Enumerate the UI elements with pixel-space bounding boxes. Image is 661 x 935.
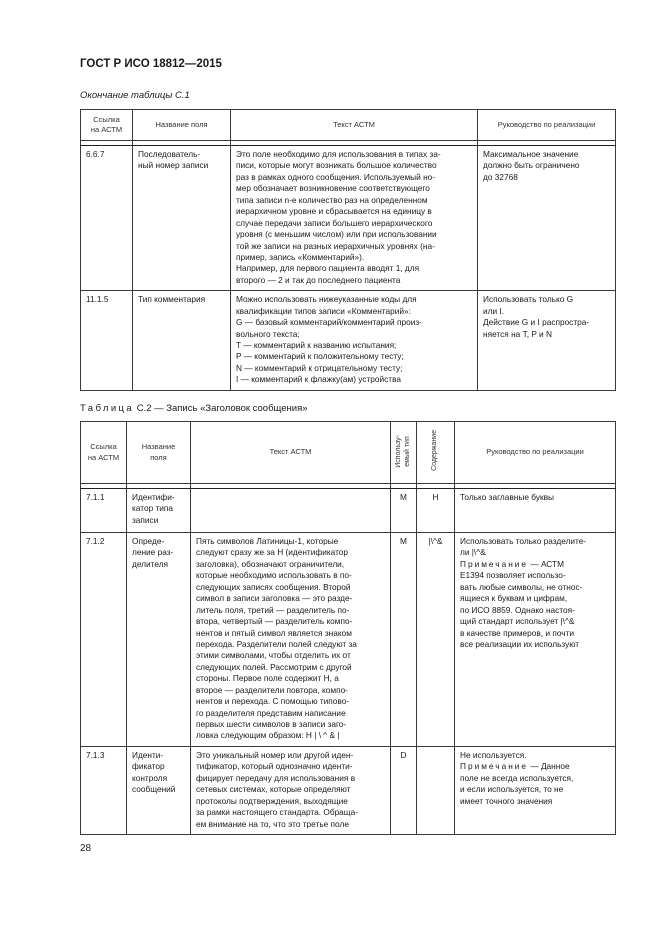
cell-text-line: Е1394 позволяет использо- — [460, 570, 566, 581]
row-type: M — [391, 533, 417, 747]
row-guide — [455, 533, 616, 747]
row-content: |\^& — [417, 533, 455, 747]
cell-text-line: P — комментарий к положительному тесту; — [236, 351, 404, 362]
cell-text-line: Это поле необходимо для использования в типах за- — [236, 149, 441, 159]
table2-caption-rest: С.2 — Запись «Заголовок сообщения» — [136, 403, 308, 414]
row-text — [191, 746, 391, 834]
cell-text-line: Пять символов Латиницы-1, которые — [196, 536, 339, 546]
cell-text-line: или I. — [483, 305, 505, 316]
table-row — [81, 291, 616, 391]
cell-text-line: Это уникальный номер или другой иден- — [196, 749, 354, 760]
cell-text-line: до 32768 — [483, 171, 518, 182]
cell-text-line: первых шести символов в записи заго- — [196, 719, 347, 729]
col-header-guide: Руководство по реализации — [478, 110, 616, 141]
cell-text-line: литель поля, третий — разделитель по- — [196, 604, 350, 615]
cell-text-line: Например, для первого пациента вводят 1, для — [236, 263, 420, 274]
cell-text-line: Примечание — АСТМ — [460, 558, 564, 569]
col-header-ref: Ссылка на АСТМ — [81, 110, 133, 141]
cell-text-line: и если используется, то не — [460, 784, 564, 795]
row-text — [231, 291, 478, 391]
cell-text-line: втора, четвертый — разделитель компо- — [196, 616, 353, 627]
cell-text-line: Использовать только G — [483, 294, 574, 305]
cell-text-line: вольного текста; — [236, 328, 300, 339]
row-name: Опреде- ление раз- делителя — [127, 533, 191, 747]
cell-text-line: раз в рамках одного сообщения. Используемый но- — [236, 171, 436, 182]
cell-text-line: щий стандарт использует |\^& — [460, 616, 575, 627]
cell-text-line: иерархичном уровне и сбрасывается на единицу в — [236, 206, 432, 217]
table-row — [81, 533, 616, 747]
cell-text-line: второго — 2 и так до последнего пациента — [236, 274, 401, 285]
cell-text-line: Можно использовать нижеуказанные коды для — [236, 294, 417, 305]
table-c1-end — [80, 109, 616, 391]
cell-text-line: заголовка), обозначают ограничители, — [196, 558, 345, 569]
cell-text-line: символ в записи заголовка — это разде- — [196, 593, 353, 604]
cell-text-line: Максимальное значение — [483, 149, 579, 159]
document-header: ГОСТ Р ИСО 18812—2015 — [80, 58, 222, 70]
cell-text-line: N — комментарий к отрицательному тесту; — [236, 362, 403, 373]
cell-text-line: го разделителя представим написание — [196, 707, 346, 718]
table1-caption: Окончание таблицы С.1 — [80, 90, 190, 101]
cell-text-line: писи, которые могут возникать большое количество — [236, 160, 437, 171]
cell-text-line: нентов и пятый символ является знаком — [196, 627, 352, 638]
table-row — [81, 146, 616, 291]
table-row — [81, 489, 616, 533]
cell-text-line: в качестве примеров, и почти — [460, 627, 575, 638]
cell-text-line: Не используется. — [460, 749, 527, 760]
cell-text-line: следующих записях сообщения. Второй — [196, 581, 351, 592]
cell-text-line: мер обозначает возникновение соответствующего — [236, 183, 430, 194]
col-header-ref: Ссылка на АСТМ — [81, 422, 127, 484]
cell-text-line: которые необходимо использовать в по- — [196, 570, 352, 581]
col-header-guide: Руководство по реализации — [455, 422, 616, 484]
cell-text-line: тификатор, который однозначно иденти- — [196, 761, 353, 772]
cell-text-line: Действие G и I распростра- — [483, 317, 590, 328]
row-guide — [478, 146, 616, 291]
cell-text-line: поле не всегда используется, — [460, 772, 574, 783]
cell-text-line: должно быть ограничено — [483, 160, 580, 171]
row-text — [231, 146, 478, 291]
cell-text-line: по ИСО 8859. Однако настоя- — [460, 604, 575, 615]
row-content — [417, 746, 455, 834]
cell-text-line: квалификации типов записи «Комментарий»: — [236, 305, 411, 316]
cell-text-line: той же записи на разных иерархичных уровнях (на- — [236, 240, 435, 251]
row-type: D — [391, 746, 417, 834]
cell-text-line: этими символами, чтобы отделить их от — [196, 650, 351, 661]
cell-text-line: ящиеся к буквам и цифрам, — [460, 593, 568, 604]
col-header-text: Текст АСТМ — [191, 422, 391, 484]
col-header-name: Название поля — [133, 110, 231, 141]
row-name: Иденти- фикатор контроля сообщений — [127, 746, 191, 834]
cell-text-line: протоколы подтверждения, выходящие — [196, 795, 348, 806]
col-header-text: Текст АСТМ — [231, 110, 478, 141]
cell-text-line: вать любые символы, не относ- — [460, 581, 583, 592]
table-c2 — [80, 421, 616, 835]
col-header-type: Использу- емый тип — [391, 422, 417, 484]
cell-text-line: Использовать только разделите- — [460, 536, 587, 546]
row-type: M — [391, 489, 417, 533]
cell-text-line: ем внимание на то, что это третье поле — [196, 818, 349, 829]
cell-text-line: няется на T, P и N — [483, 328, 552, 339]
row-text — [191, 489, 391, 533]
cell-text-line: стороны. Первое поле содержит H, а — [196, 673, 339, 684]
row-guide — [455, 489, 616, 533]
cell-text-line: G — базовый комментарий/комментарий произ- — [236, 317, 422, 328]
cell-text-line: все реализации их используют — [460, 638, 580, 649]
row-guide — [455, 746, 616, 834]
cell-text-line: ли |\^& — [460, 547, 486, 558]
row-content: H — [417, 489, 455, 533]
row-ref: 7.1.3 — [81, 746, 127, 834]
cell-text-line: ловка следующим образом: H | \ ^ & | — [196, 730, 340, 741]
col-header-content: Содержание — [417, 422, 455, 484]
row-guide — [478, 291, 616, 391]
row-name: Тип комментария — [133, 291, 231, 391]
cell-text-line: Примечание — Данное — [460, 761, 570, 772]
row-name: Идентифи- катор типа записи — [127, 489, 191, 533]
cell-text-line: пример, запись «Комментарий»). — [236, 251, 365, 262]
cell-text-line: сетевых системах, которые определяют — [196, 784, 351, 795]
cell-text-line: второе — разделители повтора, компо- — [196, 684, 348, 695]
cell-text-line: фицирует передачу для использования в — [196, 772, 356, 783]
cell-text-line: случае передачи записи большего иерархического — [236, 217, 433, 228]
cell-text-line: T — комментарий к названию испытания; — [236, 340, 397, 350]
row-ref: 11.1.5 — [81, 291, 133, 391]
cell-text-line: следующих полей. Рассмотрим с другой — [196, 661, 352, 672]
col-header-name: Название поля — [127, 422, 191, 484]
cell-text-line: Только заглавные буквы — [460, 492, 554, 502]
table2-caption-prefix: Таблица — [80, 403, 135, 414]
table2-caption — [80, 403, 308, 414]
cell-text-line: за рамки настоящего стандарта. Обращa- — [196, 807, 359, 818]
page-number: 28 — [80, 843, 92, 854]
table-row — [81, 746, 616, 834]
cell-text-line: перехода. Разделители полей следуют за — [196, 638, 357, 649]
cell-text-line: следуют сразу же за H (идентификатор — [196, 547, 349, 558]
cell-text-line: имеет точного значения — [460, 795, 553, 806]
row-text — [191, 533, 391, 747]
row-ref: 7.1.2 — [81, 533, 127, 747]
cell-text-line: I — комментарий к флажку(ам) устройства — [236, 374, 402, 385]
row-ref: 7.1.1 — [81, 489, 127, 533]
cell-text-line: уровня (с меньшим числом) или при использовании — [236, 229, 437, 240]
cell-text-line: нентов и перехода. С помощью типово- — [196, 696, 350, 707]
row-ref: 6.6.7 — [81, 146, 133, 291]
cell-text-line: типа записи n-е количество раз на определенном — [236, 194, 428, 205]
row-name: Последователь- ный номер записи — [133, 146, 231, 291]
